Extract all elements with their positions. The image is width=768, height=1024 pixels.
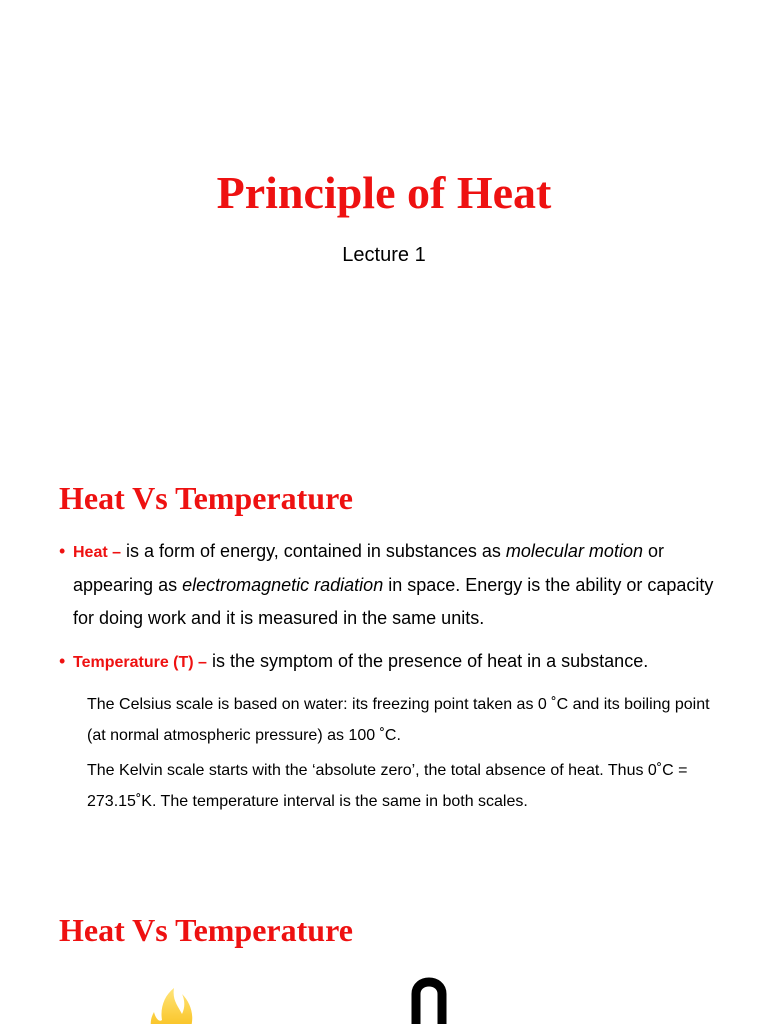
- bullet-italic-text: electromagnetic radiation: [182, 575, 384, 595]
- bullet-text: is the symptom of the presence of heat in a substance.: [206, 651, 649, 671]
- presentation-title: Principle of Heat: [216, 167, 552, 218]
- bullet-list: [59, 535, 719, 821]
- flame-icon: [142, 984, 198, 1024]
- slide-title: Heat Vs Temperature: [59, 480, 353, 516]
- bullet-dot-icon: •: [59, 651, 66, 671]
- celsius-paragraph: The Celsius scale is based on water: its freezing point taken as 0 ˚C and its boiling point (at normal atmospheric pressure) as 100 ˚C.: [87, 696, 710, 744]
- bullet-temperature: [59, 645, 719, 679]
- title-slide: [0, 0, 768, 432]
- heat-vs-temperature-slide: [0, 432, 768, 864]
- thermometer-icon: [404, 970, 454, 1024]
- bullet-dot-icon: •: [59, 541, 66, 561]
- bullet-italic-text: molecular motion: [505, 541, 643, 561]
- sub-paragraph-list: [59, 689, 719, 817]
- bullet-heat: [59, 535, 719, 635]
- bullet-text: or appearing as: [73, 541, 664, 595]
- slide-title: Heat Vs Temperature: [59, 912, 353, 948]
- heat-vs-temperature-icons-slide: [0, 864, 768, 1024]
- presentation-subtitle: Lecture 1: [342, 244, 426, 266]
- bullet-text: is a form of energy, contained in substances as: [121, 541, 506, 561]
- kelvin-paragraph: The Kelvin scale starts with the ‘absolute zero’, the total absence of heat. Thus 0˚C = 273.15˚K. The temperature interval is the same in both scales.: [87, 762, 688, 810]
- bullet-term: Temperature (T) –: [73, 654, 207, 671]
- bullet-term: Heat –: [73, 544, 122, 561]
- bullet-text: in space. Energy is the ability or capacity for doing work and it is measured in the same units.: [73, 575, 714, 628]
